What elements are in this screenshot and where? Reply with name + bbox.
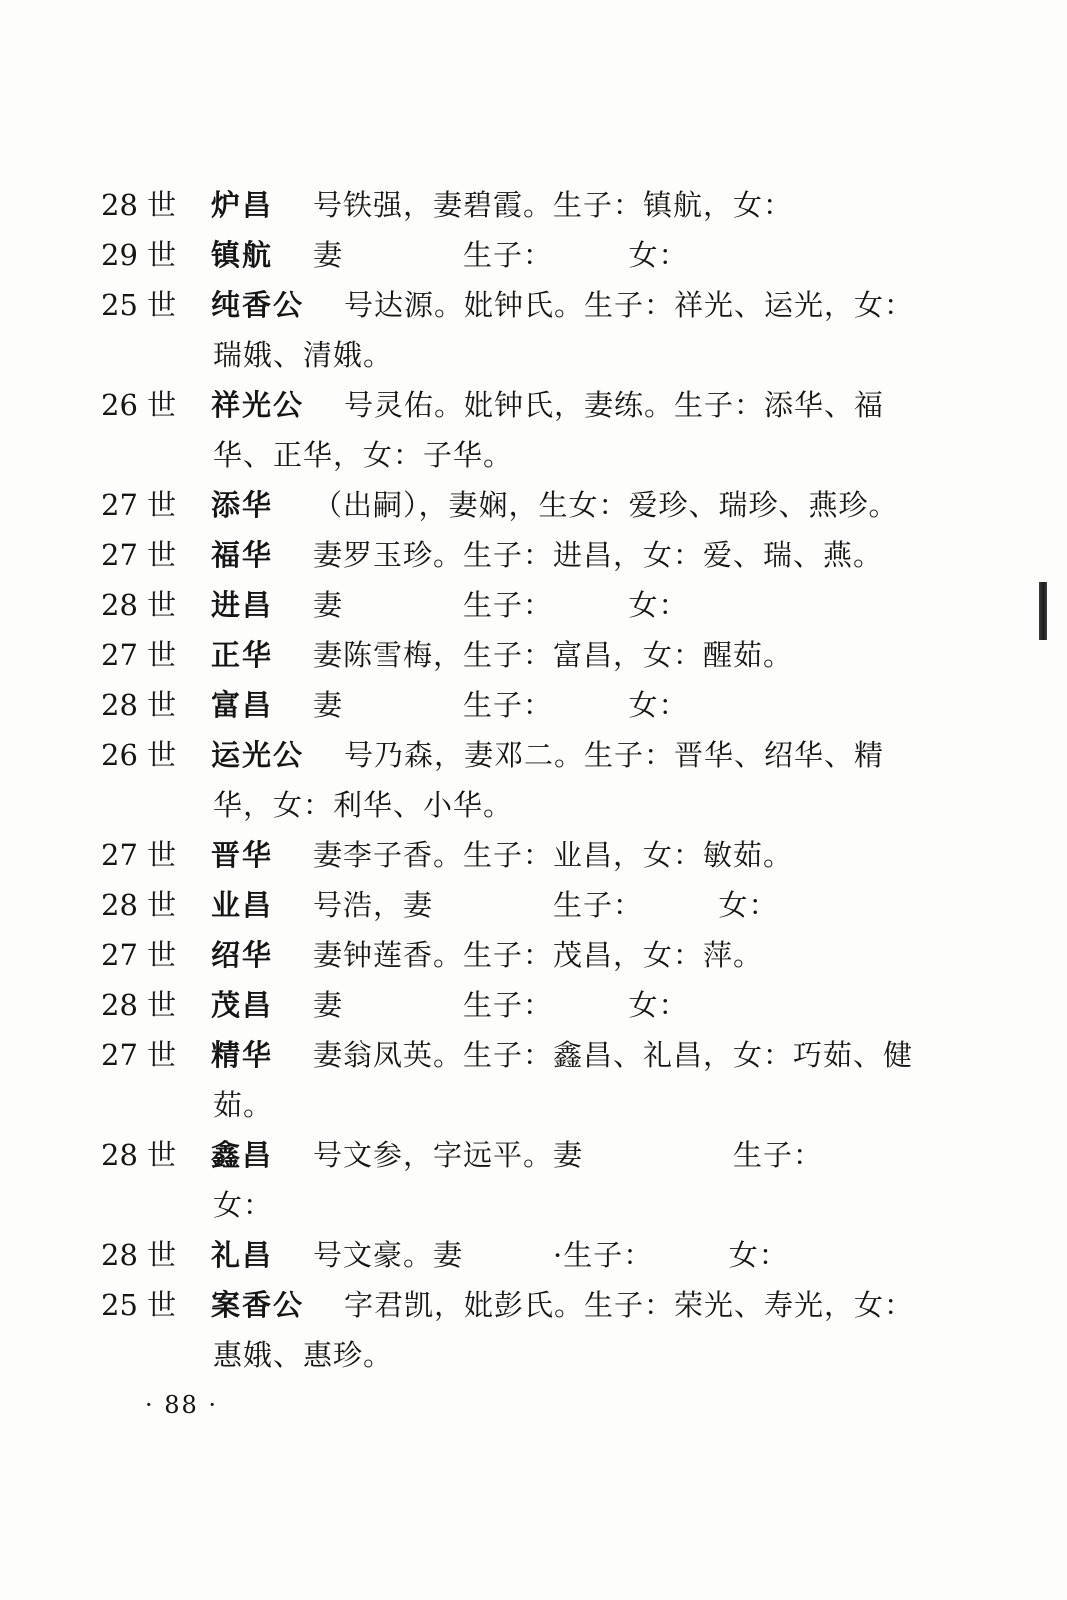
person-name: 晋华: [211, 838, 274, 872]
entry-text: 号文豪。妻 ·生子： 女：: [313, 1238, 789, 1272]
entry-text: （出嗣），妻娴，生女：爱珍、瑞珍、燕珍。: [313, 488, 899, 522]
person-name: 鑫昌: [211, 1138, 274, 1172]
person-name: 案香公: [211, 1288, 305, 1322]
generation-label: 28 世: [101, 1238, 177, 1272]
generation-label: 25 世: [101, 288, 177, 322]
entry-text: 号乃森，妻邓二。生子：晋华、绍华、精: [344, 738, 885, 772]
genealogy-entry: [101, 730, 1001, 780]
person-name: 绍华: [211, 938, 274, 972]
generation-label: 27 世: [101, 538, 177, 572]
generation-label: 28 世: [101, 188, 177, 222]
entry-text: 妻翁凤英。生子：鑫昌、礼昌，女：巧茹、健: [313, 1038, 914, 1072]
genealogy-entry: [101, 630, 1001, 680]
entry-text: 号浩，妻 生子： 女：: [313, 888, 779, 922]
generation-label: 28 世: [101, 988, 177, 1022]
genealogy-entry: [101, 580, 1001, 630]
generation-label: 26 世: [101, 388, 177, 422]
entry-continuation: 瑞娥、清娥。: [213, 338, 394, 372]
genealogy-entry: [101, 1280, 1001, 1330]
person-name: 精华: [211, 1038, 274, 1072]
generation-label: 27 世: [101, 1038, 177, 1072]
genealogy-entry: [101, 180, 1001, 230]
generation-label: 28 世: [101, 888, 177, 922]
genealogy-entry: [101, 980, 1001, 1030]
scan-edge-mark: [1039, 582, 1047, 640]
genealogy-entries: [101, 180, 1001, 1380]
generation-label: 28 世: [101, 688, 177, 722]
entry-text: 妻钟莲香。生子：茂昌，女：萍。: [313, 938, 764, 972]
genealogy-entry: [101, 230, 1001, 280]
generation-label: 27 世: [101, 488, 177, 522]
generation-label: 27 世: [101, 838, 177, 872]
person-name: 茂昌: [211, 988, 274, 1022]
generation-label: 27 世: [101, 938, 177, 972]
person-name: 礼昌: [211, 1238, 274, 1272]
entry-continuation: 惠娥、惠珍。: [213, 1338, 394, 1372]
person-name: 炉昌: [211, 188, 274, 222]
entry-text: 号铁强，妻碧霞。生子：镇航，女：: [313, 188, 794, 222]
generation-label: 25 世: [101, 1288, 177, 1322]
page-number: · 88 ·: [145, 1391, 219, 1419]
entry-text: 妻 生子： 女：: [313, 688, 689, 722]
entry-text: 号文参，字远平。妻 生子：: [313, 1138, 824, 1172]
genealogy-entry: [101, 930, 1001, 980]
entry-continuation: 女：: [213, 1188, 274, 1222]
entry-continuation: 华、正华，女：子华。: [213, 438, 514, 472]
genealogy-entry: [101, 1030, 1001, 1080]
entry-continuation: 茹。: [213, 1088, 274, 1122]
person-name: 添华: [211, 488, 274, 522]
person-name: 富昌: [211, 688, 274, 722]
genealogy-entry: [101, 1230, 1001, 1280]
entry-text: 妻陈雪梅，生子：富昌，女：醒茹。: [313, 638, 794, 672]
person-name: 业昌: [211, 888, 274, 922]
person-name: 镇航: [211, 238, 274, 272]
generation-label: 26 世: [101, 738, 177, 772]
entry-text: 妻李子香。生子：业昌，女：敏茹。: [313, 838, 794, 872]
entry-text: 妻罗玉珍。生子：进昌，女：爱、瑞、燕。: [313, 538, 884, 572]
generation-label: 28 世: [101, 1138, 177, 1172]
person-name: 正华: [211, 638, 274, 672]
person-name: 运光公: [211, 738, 305, 772]
genealogy-entry: [101, 880, 1001, 930]
generation-label: 27 世: [101, 638, 177, 672]
entry-continuation: 华，女：利华、小华。: [213, 788, 514, 822]
person-name: 进昌: [211, 588, 274, 622]
entry-text: 妻 生子： 女：: [313, 238, 689, 272]
entry-text: 号达源。妣钟氏。生子：祥光、运光，女：: [344, 288, 915, 322]
entry-text: 号灵佑。妣钟氏，妻练。生子：添华、福: [344, 388, 885, 422]
genealogy-entry: [101, 830, 1001, 880]
genealogy-entry: [101, 530, 1001, 580]
person-name: 祥光公: [211, 388, 305, 422]
genealogy-entry: [101, 380, 1001, 430]
generation-label: 28 世: [101, 588, 177, 622]
person-name: 纯香公: [211, 288, 305, 322]
generation-label: 29 世: [101, 238, 177, 272]
genealogy-entry: [101, 680, 1001, 730]
person-name: 福华: [211, 538, 274, 572]
entry-text: 妻 生子： 女：: [313, 988, 689, 1022]
genealogy-entry: [101, 480, 1001, 530]
genealogy-entry: [101, 1130, 1001, 1180]
entry-text: 字君凯，妣彭氏。生子：荣光、寿光，女：: [344, 1288, 915, 1322]
entry-text: 妻 生子： 女：: [313, 588, 689, 622]
genealogy-entry: [101, 280, 1001, 330]
